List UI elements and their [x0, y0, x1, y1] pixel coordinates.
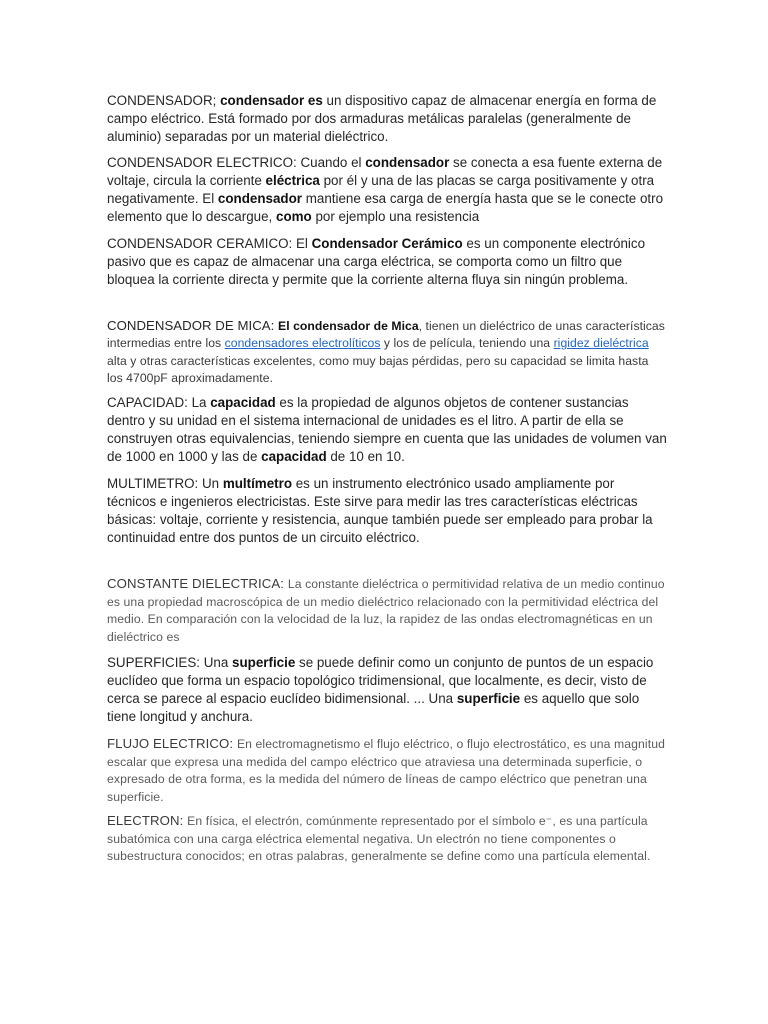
paragraph-text: de 10 en 10. — [326, 449, 405, 464]
paragraph-text: alta y otras características excelentes, como muy bajas pérdidas, pero su capacidad se limita hasta los 4700pF aproximadamente. — [107, 353, 649, 386]
bold-term: capacidad — [261, 449, 327, 464]
bold-term: condensador — [217, 191, 302, 206]
paragraph-heading: CONDENSADOR ELECTRICO: Cuando el — [107, 155, 366, 170]
paragraph-text: y los de película, teniendo una — [380, 336, 554, 351]
paragraph-text: En electromagnetismo el flujo eléctrico, o flujo electrostático, es una magnitud escalar que expresa una medida del campo eléctrico que atraviesa una determinada superficie, o expresado de otra forma, es la medida del número de líneas de campo eléctrico que penetran una superficie. — [107, 737, 665, 804]
bold-term: capacidad — [210, 395, 276, 410]
paragraph-text: es un componente electrónico pasivo que es capaz de almacenar una carga eléctrica, se comporta como un filtro que bloquea la corriente directa y permite que la corriente alterna fluya sin ningún problema. — [107, 236, 646, 287]
bold-term: como — [276, 209, 312, 224]
link-rigidez-dielectrica[interactable]: rigidez dieléctrica — [553, 336, 649, 351]
paragraph-text: , tienen un dieléctrico de unas características intermedias entre los — [107, 319, 665, 351]
paragraph-condensador — [107, 92, 667, 146]
bold-term: superficie — [232, 655, 296, 670]
link-condensadores-electroliticos[interactable]: condensadores electrolíticos — [224, 336, 381, 351]
paragraph-text: se puede definir como un conjunto de puntos de un espacio euclídeo que forma un espacio topológico tridimensional, que localmente, es decir, visto de cerca se parece al espacio euclídeo bidimensional. ... Una — [107, 655, 654, 706]
bold-term: condensador — [365, 155, 450, 170]
bold-term: eléctrica — [265, 173, 320, 188]
paragraph-heading: CAPACIDAD: La — [107, 395, 211, 410]
bold-term: El condensador de Mica — [278, 319, 419, 333]
paragraph-heading: ELECTRON: — [107, 813, 188, 828]
paragraph-text: es aquello que solo tiene longitud y anchura. — [107, 691, 640, 724]
paragraph-text: es un instrumento electrónico usado ampliamente por técnicos e ingenieros electricistas. Este sirve para medir las tres características eléctricas básicas: voltaje, corriente y resistencia, aunque también puede ser empleado para probar la continuidad entre dos puntos de un circuito eléctrico. — [107, 476, 653, 545]
paragraph-superficies — [107, 654, 667, 726]
paragraph-heading: CONDENSADOR DE MICA: — [107, 318, 279, 333]
paragraph-heading: CONSTANTE DIELECTRICA: — [107, 576, 288, 591]
paragraph-text: por él y una de las placas se carga positivamente y otra negativamente. El — [107, 173, 655, 206]
paragraph-heading: FLUJO ELECTRICO: — [107, 736, 237, 751]
paragraph-text: se conecta a esa fuente externa de voltaje, circula la corriente — [107, 155, 663, 188]
paragraph-constante-dielectrica — [107, 575, 667, 646]
paragraph-text: La constante dieléctrica o permitividad relativa de un medio continuo es una propiedad macroscópica de un medio dieléctrico relacionado con la permitividad eléctrica del medio. En comparación con la velocidad de la luz, la rapidez de las ondas electromagnéticas en un dieléctrico es — [107, 577, 665, 644]
paragraph-electron — [107, 812, 667, 866]
paragraph-capacidad — [107, 394, 667, 466]
paragraph-text: es la propiedad de algunos objetos de contener sustancias dentro y su unidad en el sistema internacional de unidades es el litro. A partir de ella se construyen otras equivalencias, teniendo siempre en cuenta que las unidades de volumen van de 1000 en 1000 y las de — [107, 395, 667, 464]
paragraph-flujo-electrico — [107, 735, 667, 806]
paragraph-text: por ejemplo una resistencia — [311, 209, 480, 224]
bold-term: superficie — [456, 691, 521, 706]
paragraph-text: un dispositivo capaz de almacenar energía en forma de campo eléctrico. Está formado por dos armaduras metálicas paralelas (generalmente de aluminio) separadas por un material dieléctrico. — [107, 93, 657, 144]
paragraph-condensador-ceramico — [107, 235, 667, 289]
bold-term: Condensador Cerámico — [311, 236, 463, 251]
paragraph-text: En física, el electrón, comúnmente representado por el símbolo e⁻, es una partícula subatómica con una carga eléctrica elemental negativa. Un electrón no tiene componentes o subestructura conocidos; en otras palabras, generalmente se define como una partícula elemental. — [107, 814, 651, 864]
paragraph-text: mantiene esa carga de energía hasta que se le conecte otro elemento que lo descargue, — [107, 191, 664, 224]
paragraph-condensador-mica — [107, 317, 667, 388]
paragraph-heading: MULTIMETRO: Un — [107, 476, 223, 491]
paragraph-heading: SUPERFICIES: Una — [107, 655, 233, 670]
bold-term: condensador es — [220, 93, 323, 108]
paragraph-condensador-electrico — [107, 154, 667, 226]
paragraph-heading: CONDENSADOR CERAMICO: El — [107, 236, 312, 251]
paragraph-heading: CONDENSADOR; — [107, 93, 221, 108]
bold-term: multímetro — [222, 476, 293, 491]
paragraph-multimetro — [107, 475, 667, 547]
